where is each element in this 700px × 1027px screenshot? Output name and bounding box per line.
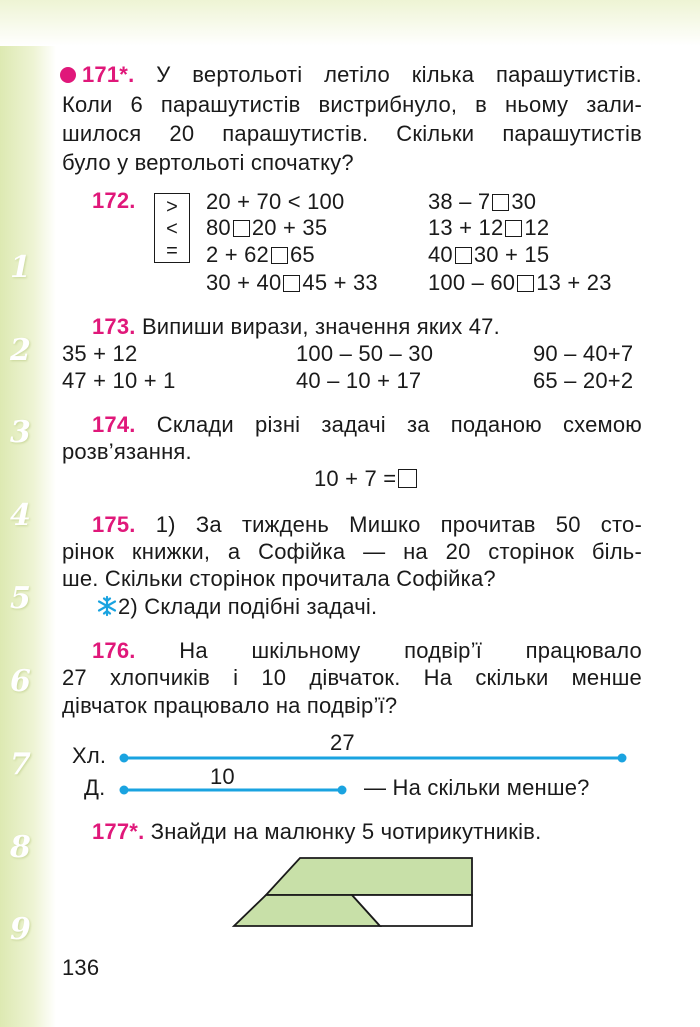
margin-number: 8	[10, 830, 31, 865]
snowflake-icon	[96, 595, 118, 617]
answer-box	[517, 275, 534, 292]
answer-box	[505, 220, 522, 237]
task-175-line: ше. Скільки сторінок прочитала Софійка?	[62, 566, 496, 591]
solution-scheme: 10 + 7 =	[314, 464, 419, 494]
segment-endpoint	[120, 786, 129, 795]
value-boys: 27	[330, 730, 355, 755]
task-175-part2: 2) Склади подібні задачі.	[96, 592, 377, 622]
answer-box	[233, 220, 250, 237]
comparison-item: 20 + 70 < 100	[206, 189, 345, 214]
task-number: 171*.	[82, 62, 135, 87]
upper-trapezoid	[266, 858, 472, 895]
answer-box	[398, 469, 417, 488]
task-171-line: шилося 20 парашутистів. Скільки парашутистів	[62, 121, 642, 146]
comparison-item: 80 20 + 35	[206, 215, 328, 240]
margin-number: 7	[10, 747, 31, 782]
task-number: 173.	[92, 314, 136, 339]
task-174-line: 174. Склади різні задачі за поданою схемою	[92, 412, 642, 437]
task-175-line: рінок книжки, а Софійка — на 20 сторінок біль-	[62, 539, 642, 564]
expression: 35 + 12	[62, 341, 138, 366]
expression: 65 – 20+2	[533, 368, 634, 393]
margin-number: 6	[10, 664, 31, 699]
label-boys: Хл.	[72, 743, 107, 768]
task-176-line: 27 хлопчиків і 10 дівчаток. На скільки менше	[62, 665, 642, 690]
comparison-signs-box	[154, 193, 190, 263]
comparison-item: 13 + 12 12	[428, 215, 550, 240]
segment-endpoint	[338, 786, 347, 795]
sign: =	[166, 240, 178, 262]
task-number: 177*.	[92, 819, 145, 844]
comparison-item: 2 + 62 65	[206, 242, 315, 267]
task-175-line: 175. 1) За тиждень Мишко прочитав 50 сто-	[92, 512, 642, 537]
sign: <	[166, 218, 178, 240]
task-number: 175.	[92, 512, 136, 537]
task-171-line: Коли 6 парашутистів вистрибнуло, в ньому зали-	[62, 92, 642, 117]
answer-box	[492, 194, 509, 211]
task-171-line: 171*. У вертольоті летіло кілька парашутистів.	[60, 60, 642, 90]
task-177-line: 177*. Знайди на малюнку 5 чотирикутників.	[92, 819, 542, 844]
task-176-line: 176. На шкільному подвір’ї працювало	[92, 636, 642, 666]
comparison-item: 38 – 7 30	[428, 189, 537, 214]
margin-number: 5	[10, 581, 31, 616]
segment-diagram	[110, 745, 640, 805]
value-girls: 10	[210, 764, 235, 789]
segment-endpoint	[618, 754, 627, 763]
quadrilaterals-figure	[228, 855, 478, 933]
task-number: 176.	[92, 638, 136, 663]
task-176-line: дівчаток працювало на подвір’ї?	[62, 693, 398, 718]
comparison-item: 40 30 + 15	[428, 242, 550, 267]
comparison-item: 30 + 40 45 + 33	[206, 270, 378, 295]
label-girls: Д.	[84, 775, 106, 800]
margin-number: 1	[10, 250, 31, 285]
sign: >	[166, 196, 178, 218]
margin-number: 2	[10, 333, 31, 368]
expression: 40 – 10 + 17	[296, 368, 422, 393]
comparison-item: 100 – 60 13 + 23	[428, 270, 612, 295]
task-number: 172.	[92, 188, 136, 213]
task-174-line: розв’язання.	[62, 439, 192, 464]
expression: 90 – 40+7	[533, 341, 634, 366]
answer-box	[283, 275, 300, 292]
segment-endpoint	[120, 754, 129, 763]
bullet-dot-icon	[60, 67, 76, 83]
expression: 47 + 10 + 1	[62, 368, 176, 393]
margin-number: 4	[10, 498, 31, 533]
top-band	[0, 0, 700, 46]
page-number: 136	[62, 955, 100, 980]
task-number: 174.	[92, 412, 136, 437]
task-173-line: 173. Випиши вирази, значення яких 47.	[92, 314, 500, 339]
expression: 100 – 50 – 30	[296, 341, 434, 366]
answer-box	[271, 247, 288, 264]
margin-number: 3	[10, 415, 31, 450]
task-171-line: було у вертольоті спочатку?	[62, 150, 354, 175]
margin-number: 9	[10, 912, 31, 947]
answer-box	[455, 247, 472, 264]
question-text: — На скільки менше?	[364, 775, 590, 800]
